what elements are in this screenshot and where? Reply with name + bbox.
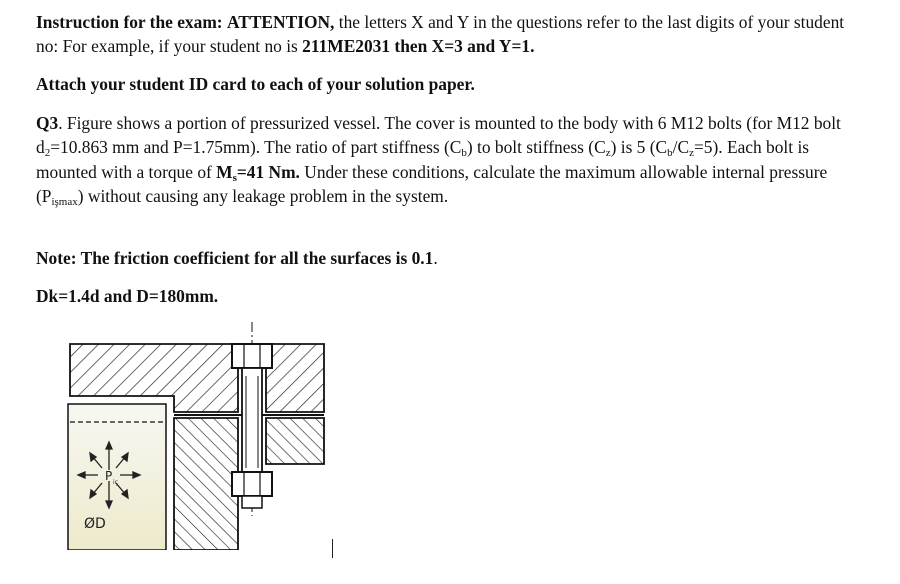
bolt-nut — [232, 472, 272, 496]
torque-subscript: s — [232, 171, 237, 184]
instruction-then: then — [390, 36, 432, 57]
q3-text-8: ) without causing any leakage problem in the system. — [77, 185, 449, 206]
dimensions-line: Dk=1.4d and D=180mm. — [36, 286, 219, 306]
cz-subscript: z — [605, 147, 611, 160]
example-x-value: X=3 — [431, 36, 463, 57]
q3-text-7: Under these conditions, calculate the maximum allowable internal pressure (P — [36, 161, 828, 206]
q3-text-1: . Figure shows a portion of pressurized vessel. The cover is mounted to the body with 6 M12 bolts (for M12 bolt d — [36, 113, 841, 158]
instruction-text: the letters X and Y in the questions refer to the last digits of your student no: For example, if your student no is — [36, 12, 845, 57]
example-y-value: Y=1. — [498, 36, 535, 57]
exam-instruction — [36, 10, 856, 59]
attention-label: ATTENTION, — [226, 12, 335, 32]
bolt-shank — [242, 368, 262, 472]
vessel-cover — [70, 344, 324, 412]
q3-text-4: ) is 5 (C — [610, 137, 668, 158]
instruction-and: and — [462, 36, 499, 57]
pressure-vessel-figure — [62, 318, 352, 550]
note-period: . — [433, 248, 438, 268]
text-cursor — [332, 539, 333, 558]
pressure-label: P — [105, 469, 113, 483]
q3-text-6: =5). Each bolt is mounted with a torque of — [36, 137, 810, 182]
d2-subscript: 2 — [44, 147, 51, 160]
torque-symbol: M — [216, 161, 233, 182]
cz-subscript-2: z — [689, 147, 694, 160]
diameter-label: ØD — [84, 516, 106, 532]
q3-text-2: =10.863 mm and P=1.75mm). The ratio of part stiffness (C — [50, 137, 462, 158]
q3-text-3: ) to bolt stiffness (C — [466, 137, 606, 158]
torque-value — [216, 162, 300, 182]
attach-id-instruction: Attach your student ID card to each of your solution paper. — [36, 74, 475, 94]
note-text: Note: The friction coefficient for all the surfaces is 0.1 — [36, 248, 434, 268]
cb-subscript: b — [461, 147, 467, 160]
torque-amount: =41 Nm. — [236, 161, 300, 182]
q3-text-5: /C — [672, 137, 690, 158]
pressure-sub-label: iç — [113, 479, 118, 486]
pmax-subscript: işmax — [51, 195, 78, 208]
example-student-no: 211ME2031 — [302, 36, 391, 57]
cb-subscript-2: b — [667, 147, 673, 160]
bolt-end — [242, 496, 262, 508]
question-3 — [36, 111, 856, 208]
friction-note — [36, 246, 856, 270]
bolt-head — [232, 344, 272, 368]
question-label: Q3 — [36, 113, 59, 133]
instruction-label: Instruction for the exam: — [36, 12, 223, 32]
